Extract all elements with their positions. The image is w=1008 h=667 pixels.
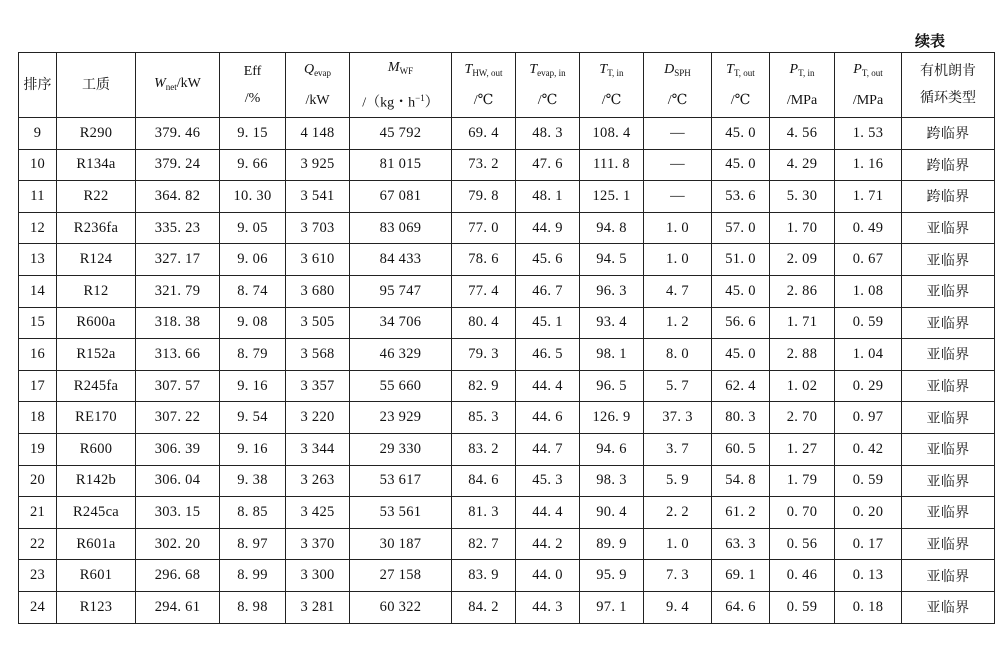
- cell-wnet: 364. 82: [136, 181, 220, 213]
- cell-ptout: 1. 71: [835, 181, 902, 213]
- cell-order: 11: [19, 181, 57, 213]
- cell-ptin: 0. 70: [770, 497, 835, 529]
- cell-ttout: 45. 0: [712, 339, 770, 371]
- cell-wnet: 302. 20: [136, 528, 220, 560]
- cell-mwf: 46 329: [350, 339, 452, 371]
- cell-thw: 73. 2: [452, 149, 516, 181]
- cell-ptin: 0. 46: [770, 560, 835, 592]
- cell-eff: 8. 85: [220, 497, 286, 529]
- cell-qevap: 4 148: [286, 118, 350, 150]
- cell-fluid: R245ca: [57, 497, 136, 529]
- cell-ttin: 90. 4: [580, 497, 644, 529]
- cell-order: 15: [19, 307, 57, 339]
- cell-dsph: —: [644, 149, 712, 181]
- cell-fluid: R600: [57, 433, 136, 465]
- cell-qevap: 3 703: [286, 212, 350, 244]
- table-row: [19, 497, 995, 529]
- cell-thw: 79. 3: [452, 339, 516, 371]
- cell-qevap: 3 300: [286, 560, 350, 592]
- cell-order: 14: [19, 275, 57, 307]
- cell-ptout: 1. 16: [835, 149, 902, 181]
- cell-mwf: 53 561: [350, 497, 452, 529]
- cell-thw: 69. 4: [452, 118, 516, 150]
- cell-ttout: 54. 8: [712, 465, 770, 497]
- cell-qevap: 3 281: [286, 591, 350, 623]
- cell-dsph: 1. 2: [644, 307, 712, 339]
- cell-ttout: 63. 3: [712, 528, 770, 560]
- cell-ptin: 4. 29: [770, 149, 835, 181]
- cell-order: 21: [19, 497, 57, 529]
- cell-qevap: 3 344: [286, 433, 350, 465]
- cell-ptin: 1. 79: [770, 465, 835, 497]
- header-fluid: 工质: [57, 53, 136, 118]
- cell-wnet: 294. 61: [136, 591, 220, 623]
- cell-wnet: 313. 66: [136, 339, 220, 371]
- cell-wnet: 307. 57: [136, 370, 220, 402]
- table-body: [19, 118, 995, 624]
- table-row: [19, 370, 995, 402]
- cell-ttout: 69. 1: [712, 560, 770, 592]
- continued-label: 续表: [914, 32, 945, 50]
- cell-order: 16: [19, 339, 57, 371]
- cell-ttin: 93. 4: [580, 307, 644, 339]
- table-row: [19, 212, 995, 244]
- cell-cycle-type: 亚临界: [902, 560, 995, 592]
- cell-wnet: 307. 22: [136, 402, 220, 434]
- cell-thw: 82. 9: [452, 370, 516, 402]
- cell-tevap: 44. 3: [516, 591, 580, 623]
- cell-qevap: 3 925: [286, 149, 350, 181]
- cell-thw: 77. 0: [452, 212, 516, 244]
- cell-ptin: 2. 88: [770, 339, 835, 371]
- cell-ttout: 62. 4: [712, 370, 770, 402]
- cell-order: 12: [19, 212, 57, 244]
- cell-eff: 9. 16: [220, 370, 286, 402]
- table-row: [19, 118, 995, 150]
- cell-wnet: 335. 23: [136, 212, 220, 244]
- cell-qevap: 3 425: [286, 497, 350, 529]
- cell-ttin: 96. 5: [580, 370, 644, 402]
- cell-ttout: 45. 0: [712, 118, 770, 150]
- cell-ptout: 0. 20: [835, 497, 902, 529]
- cell-eff: 8. 99: [220, 560, 286, 592]
- cell-ttin: 126. 9: [580, 402, 644, 434]
- cell-cycle-type: 亚临界: [902, 370, 995, 402]
- cell-fluid: R245fa: [57, 370, 136, 402]
- cell-order: 20: [19, 465, 57, 497]
- cell-qevap: 3 370: [286, 528, 350, 560]
- cell-cycle-type: 亚临界: [902, 497, 995, 529]
- cell-cycle-type: 亚临界: [902, 339, 995, 371]
- cell-ttin: 98. 3: [580, 465, 644, 497]
- table-row: [19, 528, 995, 560]
- cell-ptin: 4. 56: [770, 118, 835, 150]
- header-thw: $T_{HW, out}$ /℃: [452, 53, 516, 118]
- cell-mwf: 67 081: [350, 181, 452, 213]
- cell-wnet: 296. 68: [136, 560, 220, 592]
- cell-qevap: 3 505: [286, 307, 350, 339]
- cell-mwf: 83 069: [350, 212, 452, 244]
- table-row: [19, 307, 995, 339]
- cell-ttout: 61. 2: [712, 497, 770, 529]
- cell-tevap: 44. 2: [516, 528, 580, 560]
- cell-qevap: 3 263: [286, 465, 350, 497]
- cell-cycle-type: 亚临界: [902, 275, 995, 307]
- cell-eff: 9. 54: [220, 402, 286, 434]
- cell-cycle-type: 亚临界: [902, 465, 995, 497]
- cell-ttin: 125. 1: [580, 181, 644, 213]
- header-ptin: $P_{T, in}$ /MPa: [770, 53, 835, 118]
- cell-mwf: 81 015: [350, 149, 452, 181]
- cell-ttin: 94. 5: [580, 244, 644, 276]
- cell-fluid: R601a: [57, 528, 136, 560]
- cell-mwf: 27 158: [350, 560, 452, 592]
- cell-ttout: 53. 6: [712, 181, 770, 213]
- cell-order: 9: [19, 118, 57, 150]
- cell-tevap: 45. 6: [516, 244, 580, 276]
- cell-ptout: 1. 08: [835, 275, 902, 307]
- cell-eff: 8. 79: [220, 339, 286, 371]
- cell-ttout: 45. 0: [712, 149, 770, 181]
- cell-eff: 9. 06: [220, 244, 286, 276]
- cell-qevap: 3 357: [286, 370, 350, 402]
- cell-order: 18: [19, 402, 57, 434]
- cell-fluid: R236fa: [57, 212, 136, 244]
- cell-fluid: R134a: [57, 149, 136, 181]
- table-row: [19, 181, 995, 213]
- cell-thw: 82. 7: [452, 528, 516, 560]
- cell-ttout: 64. 6: [712, 591, 770, 623]
- table-row: [19, 149, 995, 181]
- cell-ttout: 51. 0: [712, 244, 770, 276]
- cell-ttin: 96. 3: [580, 275, 644, 307]
- cell-cycle-type: 亚临界: [902, 307, 995, 339]
- cell-eff: 9. 15: [220, 118, 286, 150]
- cell-ptout: 1. 53: [835, 118, 902, 150]
- cell-tevap: 48. 1: [516, 181, 580, 213]
- cell-fluid: R290: [57, 118, 136, 150]
- cell-ptin: 1. 70: [770, 212, 835, 244]
- cell-ptout: 0. 42: [835, 433, 902, 465]
- cell-wnet: 306. 39: [136, 433, 220, 465]
- cell-dsph: 3. 7: [644, 433, 712, 465]
- cell-order: 22: [19, 528, 57, 560]
- cell-mwf: 95 747: [350, 275, 452, 307]
- header-dsph: $D_{SPH}$ /℃: [644, 53, 712, 118]
- cell-qevap: 3 680: [286, 275, 350, 307]
- cell-ptin: 0. 56: [770, 528, 835, 560]
- cell-ttout: 60. 5: [712, 433, 770, 465]
- cell-mwf: 30 187: [350, 528, 452, 560]
- cell-tevap: 44. 4: [516, 497, 580, 529]
- table-row: [19, 402, 995, 434]
- cell-qevap: 3 568: [286, 339, 350, 371]
- cell-ttin: 98. 1: [580, 339, 644, 371]
- cell-tevap: 45. 1: [516, 307, 580, 339]
- header-row: [19, 53, 995, 118]
- cell-order: 17: [19, 370, 57, 402]
- cell-dsph: 4. 7: [644, 275, 712, 307]
- cell-cycle-type: 跨临界: [902, 181, 995, 213]
- cell-fluid: R124: [57, 244, 136, 276]
- cell-dsph: —: [644, 181, 712, 213]
- cell-eff: 9. 38: [220, 465, 286, 497]
- cell-dsph: 8. 0: [644, 339, 712, 371]
- header-mwf: $M_{WF}$ /（kg・$h^{-1}$）: [350, 53, 452, 118]
- cell-fluid: RE170: [57, 402, 136, 434]
- cell-order: 19: [19, 433, 57, 465]
- cell-ptout: 0. 29: [835, 370, 902, 402]
- cell-eff: 9. 05: [220, 212, 286, 244]
- cell-mwf: 34 706: [350, 307, 452, 339]
- table-row: [19, 275, 995, 307]
- cell-tevap: 47. 6: [516, 149, 580, 181]
- cell-dsph: 7. 3: [644, 560, 712, 592]
- cell-wnet: 327. 17: [136, 244, 220, 276]
- cell-ptin: 2. 70: [770, 402, 835, 434]
- header-ttout: $T_{T, out}$ /℃: [712, 53, 770, 118]
- cell-eff: 10. 30: [220, 181, 286, 213]
- cell-ttout: 56. 6: [712, 307, 770, 339]
- cell-cycle-type: 亚临界: [902, 402, 995, 434]
- table-row: [19, 339, 995, 371]
- header-qevap: $Q_{evap}$ /kW: [286, 53, 350, 118]
- cell-order: 10: [19, 149, 57, 181]
- cell-ttin: 94. 8: [580, 212, 644, 244]
- cell-fluid: R22: [57, 181, 136, 213]
- cell-ptin: 2. 09: [770, 244, 835, 276]
- cell-dsph: 1. 0: [644, 212, 712, 244]
- cell-dsph: 1. 0: [644, 244, 712, 276]
- cell-qevap: 3 610: [286, 244, 350, 276]
- cell-mwf: 60 322: [350, 591, 452, 623]
- cell-fluid: R152a: [57, 339, 136, 371]
- cell-thw: 83. 2: [452, 433, 516, 465]
- cell-ttin: 111. 8: [580, 149, 644, 181]
- cell-thw: 84. 6: [452, 465, 516, 497]
- cell-ptin: 1. 71: [770, 307, 835, 339]
- header-ttin: $T_{T, in}$ /℃: [580, 53, 644, 118]
- cell-wnet: 318. 38: [136, 307, 220, 339]
- cell-ptout: 0. 17: [835, 528, 902, 560]
- cell-dsph: 2. 2: [644, 497, 712, 529]
- cell-cycle-type: 跨临界: [902, 149, 995, 181]
- cell-dsph: 1. 0: [644, 528, 712, 560]
- cell-thw: 83. 9: [452, 560, 516, 592]
- cell-fluid: R123: [57, 591, 136, 623]
- cell-wnet: 379. 46: [136, 118, 220, 150]
- cell-ptout: 0. 49: [835, 212, 902, 244]
- cell-ptout: 1. 04: [835, 339, 902, 371]
- cell-tevap: 46. 5: [516, 339, 580, 371]
- cell-wnet: 306. 04: [136, 465, 220, 497]
- table-row: [19, 465, 995, 497]
- cell-eff: 8. 97: [220, 528, 286, 560]
- cell-wnet: 379. 24: [136, 149, 220, 181]
- table-row: [19, 433, 995, 465]
- cell-order: 24: [19, 591, 57, 623]
- cell-eff: 9. 08: [220, 307, 286, 339]
- cell-mwf: 45 792: [350, 118, 452, 150]
- cell-fluid: R12: [57, 275, 136, 307]
- cell-mwf: 55 660: [350, 370, 452, 402]
- cell-ttin: 94. 6: [580, 433, 644, 465]
- cell-ptout: 0. 18: [835, 591, 902, 623]
- cell-fluid: R142b: [57, 465, 136, 497]
- cell-qevap: 3 541: [286, 181, 350, 213]
- cell-dsph: 5. 7: [644, 370, 712, 402]
- cell-cycle-type: 亚临界: [902, 433, 995, 465]
- cell-mwf: 29 330: [350, 433, 452, 465]
- cell-tevap: 44. 7: [516, 433, 580, 465]
- cell-tevap: 44. 9: [516, 212, 580, 244]
- cell-ptin: 0. 59: [770, 591, 835, 623]
- cell-eff: 9. 16: [220, 433, 286, 465]
- cell-ttin: 89. 9: [580, 528, 644, 560]
- results-table: [18, 52, 995, 624]
- header-wnet: $W_{net}/kW$: [136, 53, 220, 118]
- cell-ttin: 95. 9: [580, 560, 644, 592]
- header-tevap: $T_{evap, in}$ /℃: [516, 53, 580, 118]
- table-row: [19, 591, 995, 623]
- cell-thw: 77. 4: [452, 275, 516, 307]
- cell-mwf: 84 433: [350, 244, 452, 276]
- table-row: [19, 560, 995, 592]
- header-cycle-type: 有机朗肯 循环类型: [902, 53, 995, 118]
- cell-tevap: 48. 3: [516, 118, 580, 150]
- cell-dsph: 37. 3: [644, 402, 712, 434]
- cell-thw: 85. 3: [452, 402, 516, 434]
- cell-wnet: 303. 15: [136, 497, 220, 529]
- cell-wnet: 321. 79: [136, 275, 220, 307]
- cell-ttin: 97. 1: [580, 591, 644, 623]
- cell-fluid: R601: [57, 560, 136, 592]
- cell-cycle-type: 跨临界: [902, 118, 995, 150]
- cell-eff: 9. 66: [220, 149, 286, 181]
- cell-ptin: 1. 27: [770, 433, 835, 465]
- cell-mwf: 23 929: [350, 402, 452, 434]
- cell-mwf: 53 617: [350, 465, 452, 497]
- cell-ptout: 0. 67: [835, 244, 902, 276]
- cell-ttout: 45. 0: [712, 275, 770, 307]
- cell-cycle-type: 亚临界: [902, 212, 995, 244]
- cell-cycle-type: 亚临界: [902, 528, 995, 560]
- cell-qevap: 3 220: [286, 402, 350, 434]
- cell-thw: 80. 4: [452, 307, 516, 339]
- cell-ptin: 1. 02: [770, 370, 835, 402]
- cell-order: 13: [19, 244, 57, 276]
- cell-thw: 84. 2: [452, 591, 516, 623]
- header-order: 排序: [19, 53, 57, 118]
- cell-thw: 79. 8: [452, 181, 516, 213]
- cell-ttout: 57. 0: [712, 212, 770, 244]
- cell-tevap: 46. 7: [516, 275, 580, 307]
- cell-tevap: 44. 6: [516, 402, 580, 434]
- cell-order: 23: [19, 560, 57, 592]
- cell-ptout: 0. 97: [835, 402, 902, 434]
- header-eff: Eff /%: [220, 53, 286, 118]
- cell-ptout: 0. 59: [835, 307, 902, 339]
- cell-eff: 8. 74: [220, 275, 286, 307]
- cell-ptin: 5. 30: [770, 181, 835, 213]
- cell-thw: 81. 3: [452, 497, 516, 529]
- cell-ptout: 0. 13: [835, 560, 902, 592]
- cell-dsph: —: [644, 118, 712, 150]
- header-ptout: $P_{T, out}$ /MPa: [835, 53, 902, 118]
- cell-tevap: 44. 4: [516, 370, 580, 402]
- cell-dsph: 9. 4: [644, 591, 712, 623]
- cell-cycle-type: 亚临界: [902, 591, 995, 623]
- cell-ttin: 108. 4: [580, 118, 644, 150]
- cell-tevap: 45. 3: [516, 465, 580, 497]
- cell-ptout: 0. 59: [835, 465, 902, 497]
- cell-eff: 8. 98: [220, 591, 286, 623]
- table-row: [19, 244, 995, 276]
- cell-thw: 78. 6: [452, 244, 516, 276]
- cell-tevap: 44. 0: [516, 560, 580, 592]
- cell-fluid: R600a: [57, 307, 136, 339]
- cell-ptin: 2. 86: [770, 275, 835, 307]
- cell-cycle-type: 亚临界: [902, 244, 995, 276]
- cell-dsph: 5. 9: [644, 465, 712, 497]
- cell-ttout: 80. 3: [712, 402, 770, 434]
